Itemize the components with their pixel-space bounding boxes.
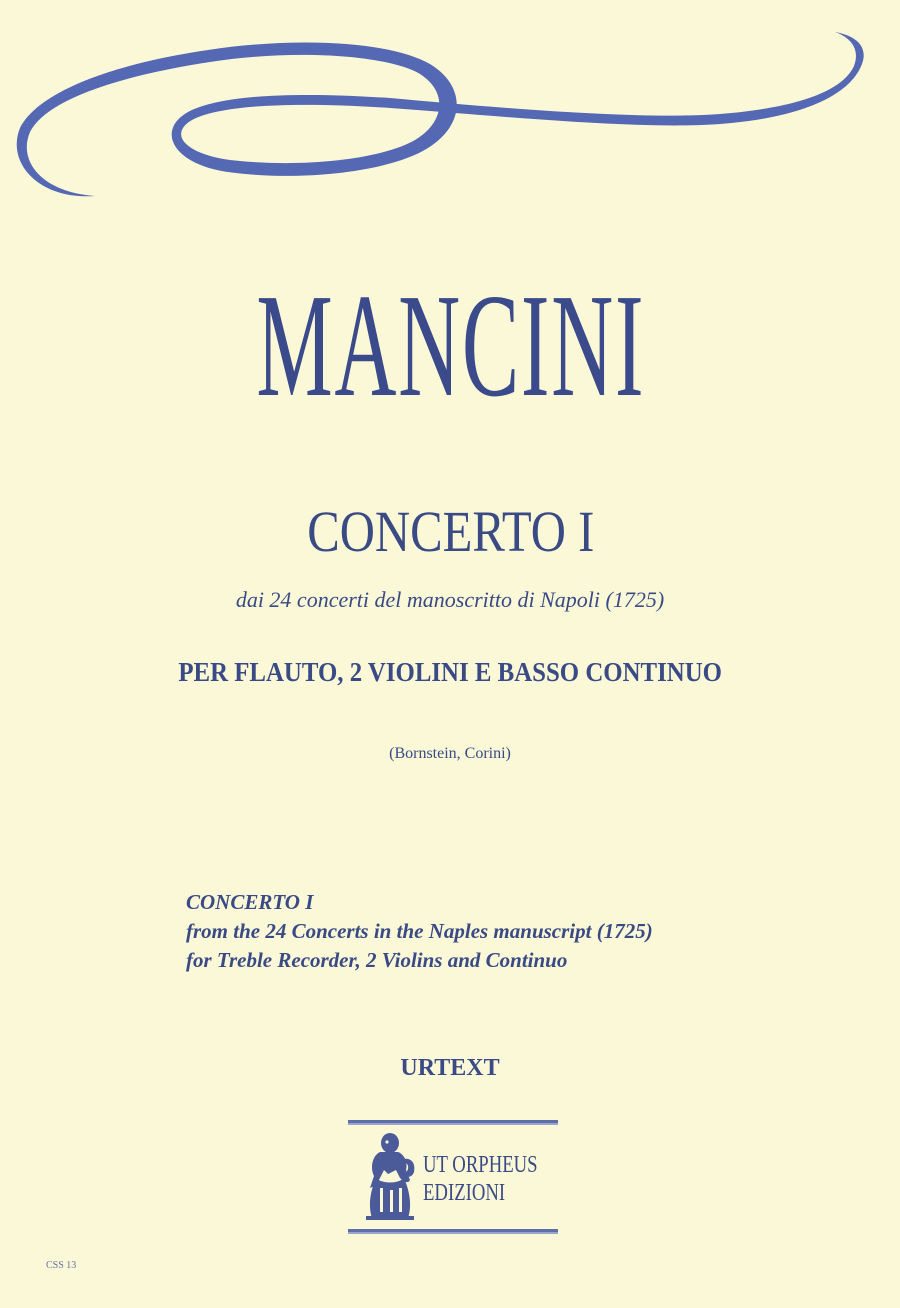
composer-name: MANCINI — [256, 264, 646, 428]
publisher-logo — [348, 1120, 558, 1234]
italian-instrumentation: PER FLAUTO, 2 VIOLINI E BASSO CONTINUO — [178, 657, 722, 687]
publisher-top-rule — [348, 1120, 558, 1125]
edition-label: URTEXT — [400, 1055, 500, 1081]
publisher-bottom-rule — [348, 1229, 558, 1234]
english-source: from the 24 Concerts in the Naples manuscript (1725) — [186, 919, 653, 943]
italian-subtitle: dai 24 concerti del manoscritto di Napoli (1725) — [235, 587, 665, 612]
flourish-icon — [0, 0, 900, 230]
catalog-number: CSS 13 — [46, 1260, 77, 1271]
english-title: CONCERTO I — [186, 890, 314, 914]
english-instrumentation: for Treble Recorder, 2 Violins and Continuo — [186, 948, 568, 972]
publisher-name — [423, 1151, 538, 1207]
work-title: CONCERTO I — [307, 499, 595, 564]
publisher-name-line2: EDIZIONI — [423, 1180, 506, 1206]
english-description — [186, 888, 806, 975]
orpheus-figure-icon — [360, 1130, 420, 1222]
editors-credit: (Bornstein, Corini) — [389, 745, 511, 762]
publisher-name-line1: UT ORPHEUS — [423, 1152, 538, 1178]
